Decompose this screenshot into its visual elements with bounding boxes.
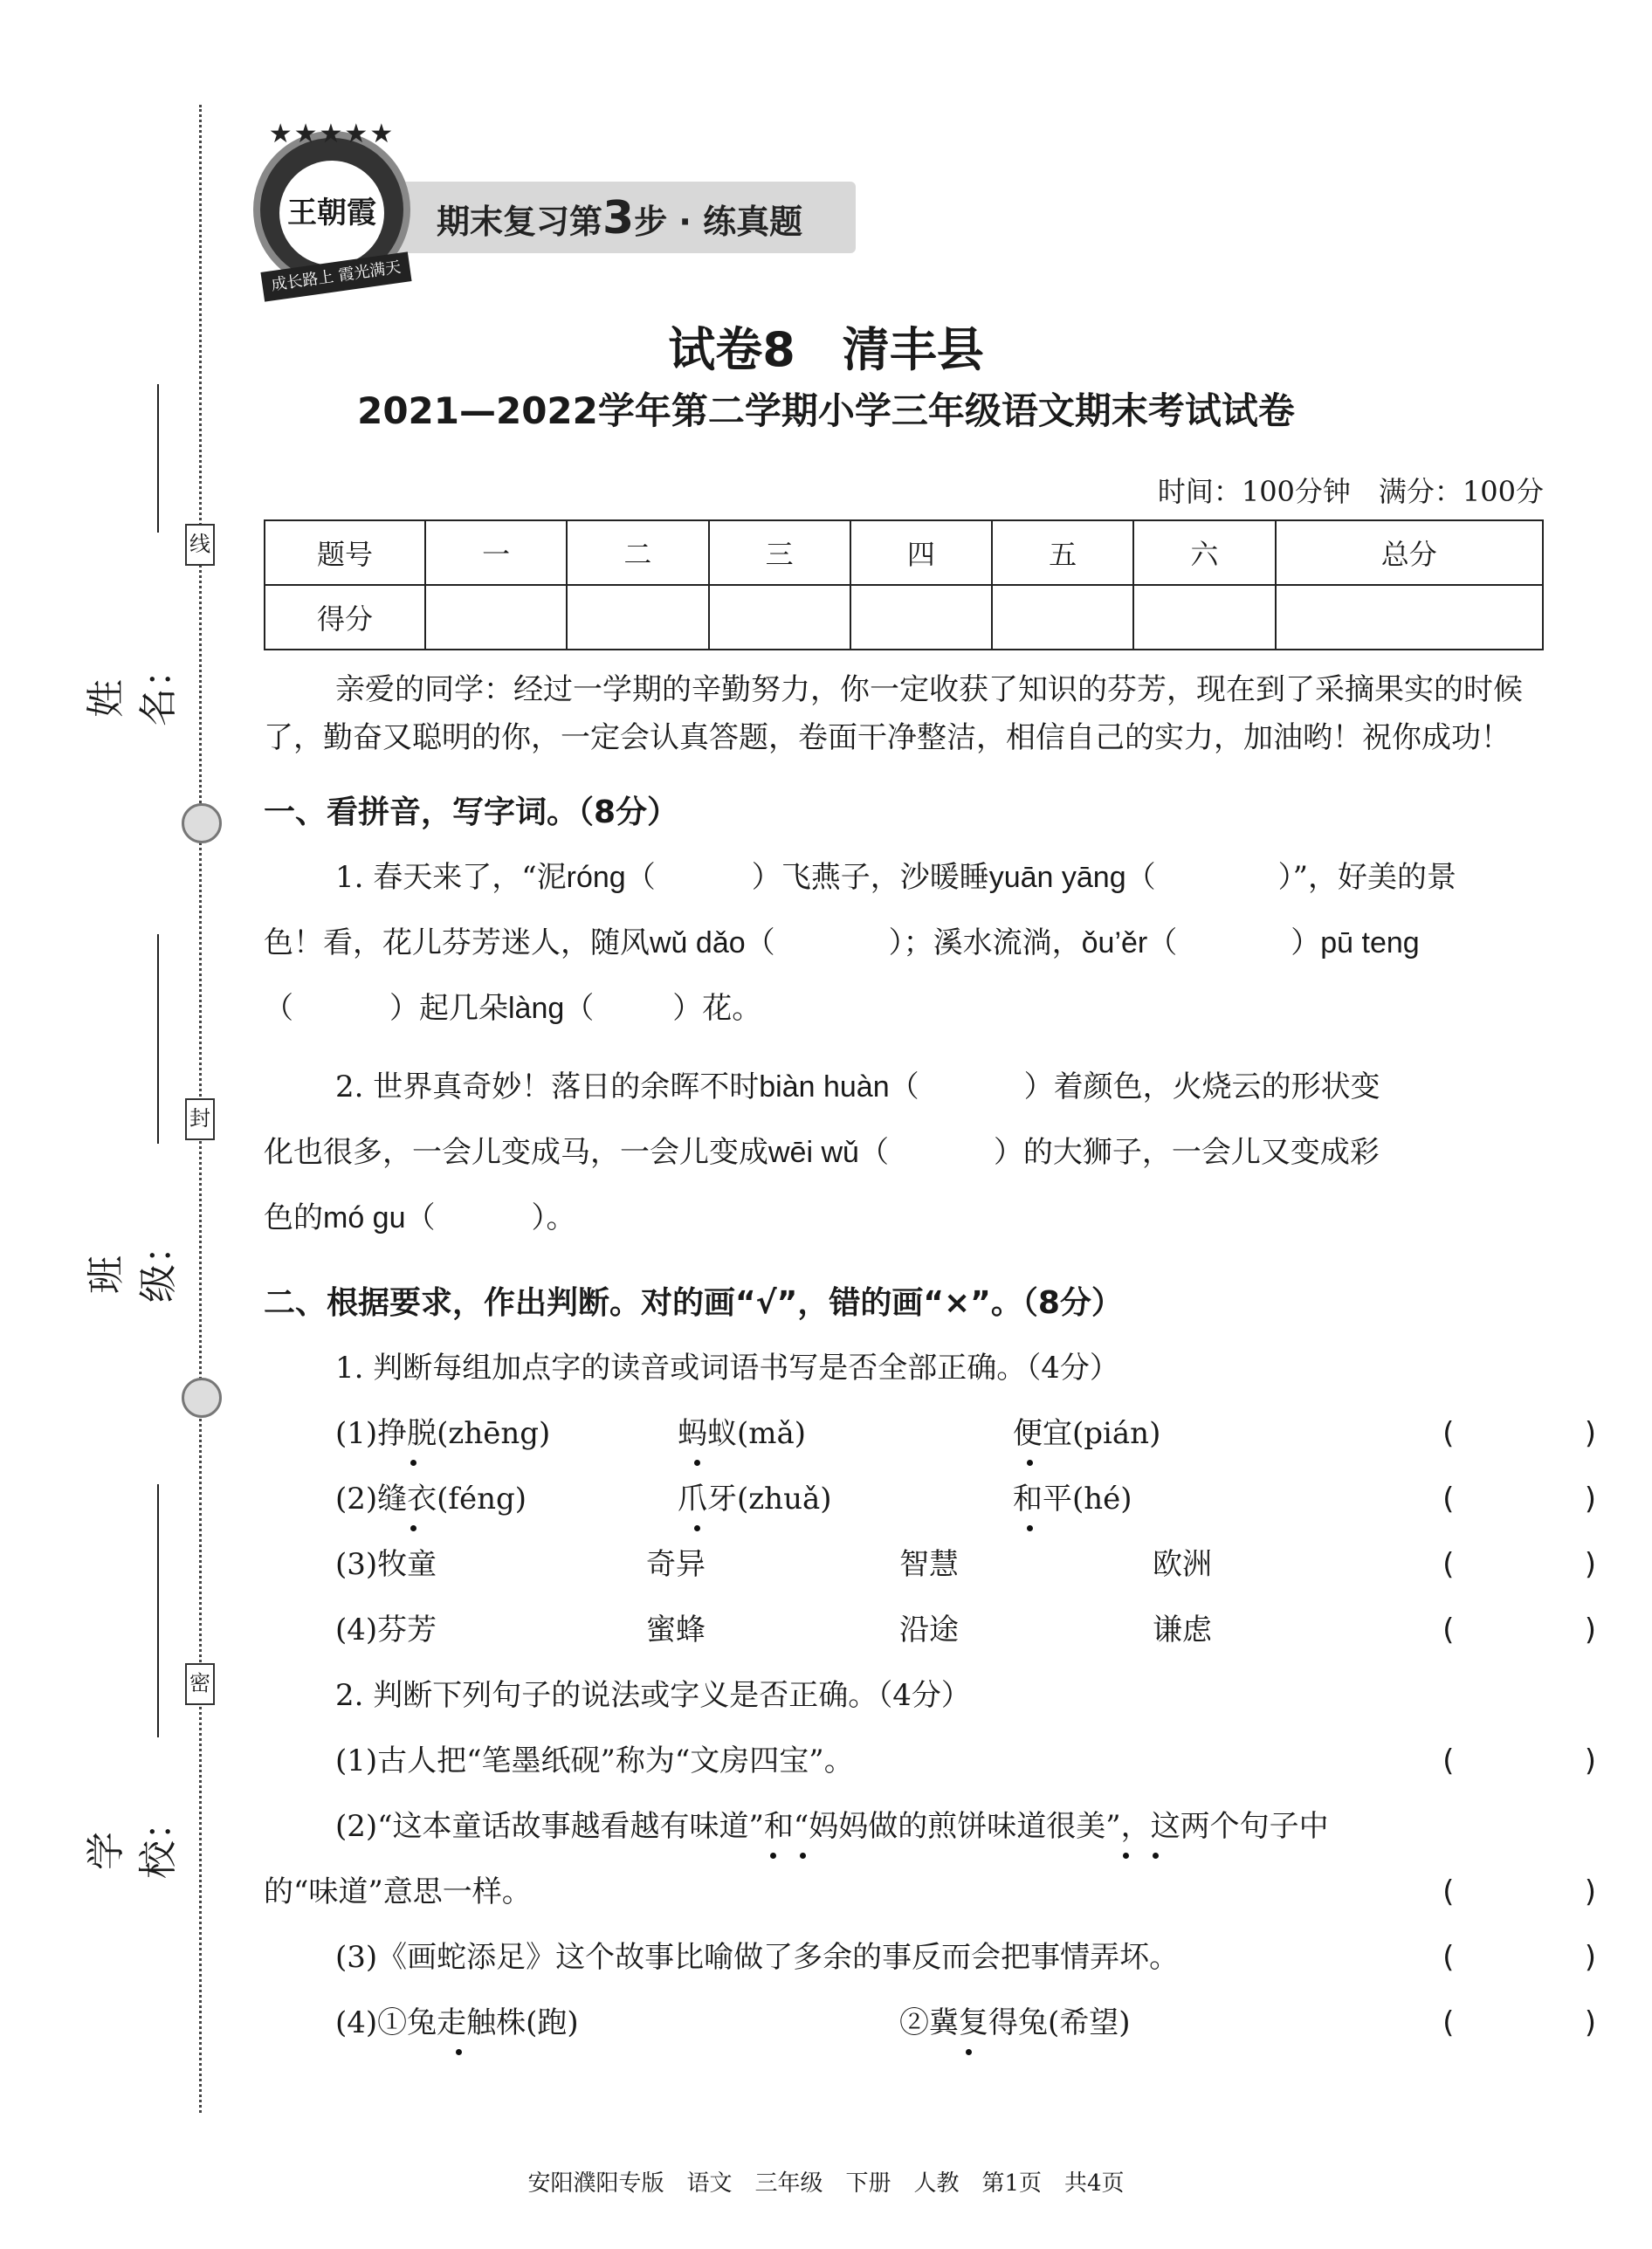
- emphasis-dot: [966, 2049, 972, 2055]
- emphasis-dot: [410, 1525, 416, 1531]
- binding-swirl-icon: [182, 803, 222, 843]
- pinyin: pū teng: [1320, 926, 1420, 959]
- logo-stars-icon: ★★★★★: [268, 119, 396, 149]
- score-header-cell: 题号: [265, 520, 425, 585]
- score-row-label: 得分: [265, 585, 425, 650]
- answer-paren[interactable]: ( ): [1439, 1743, 1600, 1778]
- logo-band: 成长路上 霞光满天: [260, 251, 411, 301]
- answer-paren[interactable]: ( ): [1439, 1547, 1600, 1582]
- intro-line: 了，勤奋又聪明的你，一定会认真答题，卷面干净整洁，相信自己的实力，加油哟！祝你成功！: [264, 720, 1511, 755]
- judge-item: 智慧: [899, 1547, 959, 1582]
- judge-item: (4)①兔走触株(跑): [335, 2005, 579, 2040]
- score-cell[interactable]: [992, 585, 1133, 650]
- banner-post: 步 · 练真题: [634, 203, 803, 241]
- score-header-cell: 五: [992, 520, 1133, 585]
- judge-item: (4)芬芳: [335, 1613, 437, 1647]
- emphasis-dot: [770, 1853, 776, 1859]
- judge-sentence: (2)“这本童话故事越看越有味道”和“妈妈做的煎饼味道很美”，这两个句子中: [335, 1809, 1329, 1844]
- cut-mark-secret: 密: [185, 1663, 215, 1705]
- q1-line3: （ ）起几朵làng（ ）花。: [264, 991, 762, 1026]
- cut-mark-line: 线: [185, 524, 215, 566]
- score-cell[interactable]: [850, 585, 992, 650]
- emphasis-dot: [800, 1853, 806, 1859]
- emphasis-dot: [694, 1460, 700, 1466]
- judge-item: 便宜(pián): [1013, 1416, 1161, 1451]
- binding-swirl-icon: [182, 1378, 222, 1418]
- sub-question: 1. 判断每组加点字的读音或词语书写是否全部正确。（4分）: [335, 1351, 1119, 1386]
- school-fill-line[interactable]: [157, 1484, 159, 1737]
- score-header-cell: 三: [709, 520, 850, 585]
- sub-question: 2. 判断下列句子的说法或字义是否正确。（4分）: [335, 1678, 971, 1713]
- page-title: 试卷8 清丰县: [668, 322, 984, 377]
- pinyin: làng: [508, 992, 565, 1025]
- judge-item: 奇异: [646, 1547, 706, 1582]
- banner-text: [437, 188, 802, 252]
- score-cell[interactable]: [1133, 585, 1275, 650]
- answer-paren[interactable]: ( ): [1439, 1416, 1600, 1451]
- section1-heading: 一、看拼音，写字词。（8分）: [264, 794, 679, 830]
- score-header-cell: 一: [425, 520, 567, 585]
- emphasis-dot: [1027, 1460, 1033, 1466]
- judge-sentence: (3)《画蛇添足》这个故事比喻做了多余的事反而会把事情弄坏。: [335, 1940, 1180, 1975]
- score-header-cell: 二: [567, 520, 708, 585]
- judge-sentence: (1)古人把“笔墨纸砚”称为“文房四宝”。: [335, 1743, 854, 1778]
- emphasis-dot: [456, 2049, 462, 2055]
- judge-item: 和平(hé): [1013, 1482, 1132, 1517]
- score-cell[interactable]: [425, 585, 567, 650]
- pinyin: mó gu: [323, 1201, 406, 1235]
- page-footer: 安阳濮阳专版 语文 三年级 下册 人教 第1页 共4页: [527, 2170, 1125, 2197]
- score-table: [264, 519, 1544, 650]
- class-fill-line[interactable]: [157, 934, 159, 1144]
- score-table-score-row: [265, 585, 1543, 650]
- judge-item: ②冀复得兔(希望): [899, 2005, 1131, 2040]
- q1-line2: 色！看，花儿芬芳迷人，随风wǔ dǎo（ ）；溪水流淌，ǒu’ěr（ ）pū teng: [264, 925, 1420, 960]
- emphasis-dot: [1027, 1525, 1033, 1531]
- score-header-cell: 六: [1133, 520, 1275, 585]
- q2-line1: 2. 世界真奇妙！落日的余晖不时biàn huàn（ ）着颜色，火烧云的形状变: [335, 1069, 1380, 1104]
- judge-item: (3)牧童: [335, 1547, 437, 1582]
- score-cell[interactable]: [567, 585, 708, 650]
- answer-paren[interactable]: ( ): [1439, 1613, 1600, 1647]
- time-info: 时间：100分钟 满分：100分: [1157, 475, 1544, 508]
- school-label: 学校：: [84, 1802, 181, 1879]
- q1-line1: 1. 春天来了，“泥róng（ ）飞燕子，沙暖睡yuān yāng（ ）”，好美的景: [335, 860, 1456, 895]
- pinyin: wǔ dǎo: [650, 926, 746, 959]
- pinyin: róng: [566, 861, 626, 894]
- judge-item: 蚂蚁(mǎ): [678, 1416, 807, 1451]
- answer-paren[interactable]: ( ): [1439, 2005, 1600, 2040]
- score-header-cell: 总分: [1276, 520, 1544, 585]
- class-label: 班级：: [84, 1226, 181, 1303]
- emphasis-dot: [1153, 1853, 1159, 1859]
- pinyin: yuān yāng: [988, 861, 1126, 894]
- name-label: 姓名：: [84, 650, 181, 726]
- answer-paren[interactable]: ( ): [1439, 1874, 1600, 1909]
- answer-paren[interactable]: ( ): [1439, 1482, 1600, 1517]
- answer-paren[interactable]: ( ): [1439, 1940, 1600, 1975]
- judge-sentence: 的“味道”意思一样。: [264, 1874, 532, 1909]
- judge-item: (1)挣脱(zhēng): [335, 1416, 551, 1451]
- judge-item: 谦虑: [1153, 1613, 1212, 1647]
- emphasis-dot: [1123, 1853, 1129, 1859]
- cut-mark-seal: 封: [185, 1098, 215, 1140]
- q2-line3: 色的mó gu（ ）。: [264, 1200, 576, 1235]
- pinyin: ǒu’ěr: [1081, 926, 1148, 959]
- score-cell[interactable]: [1276, 585, 1544, 650]
- section2-heading: 二、根据要求，作出判断。对的画“√”，错的画“×”。（8分）: [264, 1285, 1123, 1321]
- judge-item: (2)缝衣(féng): [335, 1482, 527, 1517]
- score-cell[interactable]: [709, 585, 850, 650]
- judge-item: 爪牙(zhuǎ): [678, 1482, 832, 1517]
- judge-item: 蜜蜂: [646, 1613, 706, 1647]
- page-subtitle: 2021—2022学年第二学期小学三年级语文期末考试试卷: [357, 389, 1295, 432]
- judge-item: 沿途: [899, 1613, 959, 1647]
- emphasis-dot: [410, 1460, 416, 1466]
- banner-step-number: 3: [602, 192, 635, 244]
- banner-pre: 期末复习第: [437, 203, 603, 241]
- logo-text: 王朝霞: [279, 161, 384, 265]
- score-table-header-row: [265, 520, 1543, 585]
- pinyin: wēi wǔ: [768, 1136, 859, 1169]
- q2-line2: 化也很多，一会儿变成马，一会儿变成wēi wǔ（ ）的大狮子，一会儿又变成彩: [264, 1135, 1380, 1170]
- intro-line: 亲爱的同学：经过一学期的辛勤努力，你一定收获了知识的芬芳，现在到了采摘果实的时候: [335, 672, 1523, 707]
- emphasis-dot: [694, 1525, 700, 1531]
- judge-item: 欧洲: [1153, 1547, 1212, 1582]
- pinyin: biàn huàn: [759, 1070, 890, 1104]
- score-header-cell: 四: [850, 520, 992, 585]
